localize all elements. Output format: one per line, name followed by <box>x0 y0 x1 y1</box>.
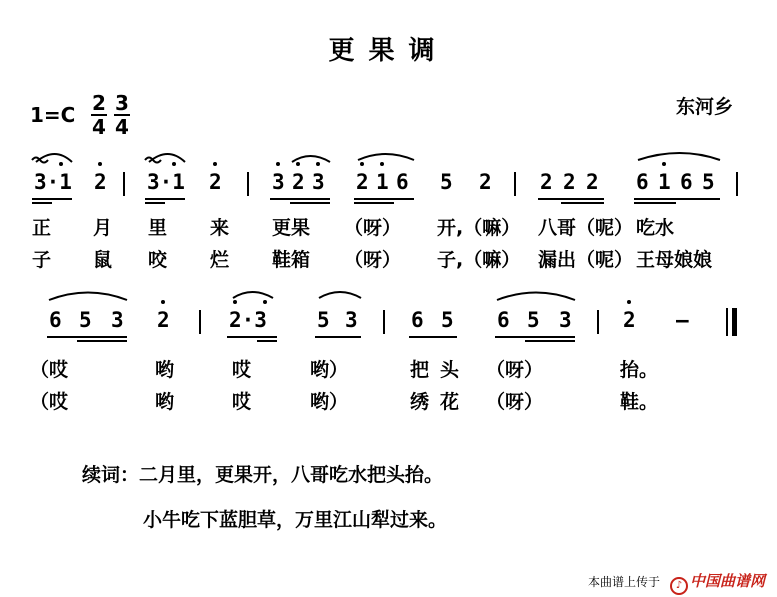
slur <box>638 153 720 160</box>
note: 2 <box>623 308 636 332</box>
lyric-syllable: 哟） <box>310 359 349 381</box>
lyric-syllable: 咬 <box>148 249 168 271</box>
note: 5 <box>440 170 453 194</box>
lyric-syllable: 月 <box>93 217 113 239</box>
note: 6 <box>49 308 62 332</box>
lyric-syllable: 鞋。 <box>620 391 659 413</box>
octave-dot-above <box>380 162 384 166</box>
meter-top: 3 <box>115 91 129 115</box>
note: 2 <box>209 170 222 194</box>
lyric-syllable: 哎 <box>232 359 252 381</box>
lyric-syllable: 里 <box>148 217 168 239</box>
lyric-syllable: 把 <box>410 359 430 381</box>
lyric-syllable: 哟 <box>155 391 175 413</box>
continuation-line1: 二月里，更果开，八哥吃水把头抬。 <box>139 464 444 486</box>
site-name: 中国曲谱网 <box>690 572 766 590</box>
octave-dot-above <box>627 300 631 304</box>
meter-bottom: 4 <box>92 115 106 139</box>
note: 2 <box>563 170 576 194</box>
octave-dot-above <box>98 162 102 166</box>
lyric-syllable: （呀） <box>486 359 544 381</box>
logo-icon: ♪ <box>670 577 688 595</box>
octave-dot-above <box>296 162 300 166</box>
slur <box>233 292 273 298</box>
note: 3 <box>345 308 358 332</box>
note: 3 <box>559 308 572 332</box>
continuation-verse-2: 小牛吃下蓝胆草，万里江山犁过来。 <box>143 509 448 531</box>
lyric-syllable: 烂 <box>210 249 230 271</box>
note: 3 <box>111 308 124 332</box>
note: 1 <box>376 170 389 194</box>
note: 5 <box>527 308 540 332</box>
note: 2 <box>356 170 369 194</box>
lyric-syllable: 漏出（呢） <box>538 249 634 271</box>
slur <box>497 293 575 301</box>
lyric-syllable: 哟） <box>310 391 349 413</box>
octave-dot-above <box>263 300 267 304</box>
lyric-syllable: 吃水 <box>636 217 675 239</box>
slur <box>49 293 127 301</box>
lyric-syllable: 抬。 <box>620 359 659 381</box>
octave-dot-above <box>161 300 165 304</box>
note: 3 <box>272 170 285 194</box>
octave-dot-above <box>316 162 320 166</box>
lyric-syllable: （呀） <box>344 217 402 239</box>
note: 3·1 <box>34 170 72 194</box>
note: 2 <box>94 170 107 194</box>
octave-dot-above <box>360 162 364 166</box>
note: 5 <box>702 170 715 194</box>
lyric-syllable: 正 <box>32 217 52 239</box>
lyric-syllable: （呀） <box>486 391 544 413</box>
octave-dot-above <box>213 162 217 166</box>
note: 3 <box>312 170 325 194</box>
note: 2 <box>540 170 553 194</box>
final-bar-thick <box>732 308 737 336</box>
lyric-syllable: 开,（嘛） <box>437 217 521 239</box>
lyric-syllable: 花 <box>440 391 460 413</box>
lyric-syllable: 鞋箱 <box>272 249 311 271</box>
octave-dot-above <box>662 162 666 166</box>
lyric-syllable: （呀） <box>344 249 402 271</box>
note: 6 <box>396 170 409 194</box>
site-logo[interactable] <box>670 570 765 595</box>
octave-dot-above <box>276 162 280 166</box>
note: 6 <box>636 170 649 194</box>
lyric-syllable: 哟 <box>155 359 175 381</box>
octave-dot-above <box>59 162 63 166</box>
lyric-syllable: 绣 <box>410 391 430 413</box>
note: 5 <box>317 308 330 332</box>
note: 6 <box>497 308 510 332</box>
note: 2 <box>292 170 305 194</box>
note: 5 <box>79 308 92 332</box>
note: 6 <box>411 308 424 332</box>
note: 1 <box>658 170 671 194</box>
continuation-verse-1 <box>82 460 443 487</box>
lyric-syllable: （哎 <box>30 359 69 381</box>
slur <box>358 154 414 160</box>
lyric-syllable: 子,（嘛） <box>437 249 521 271</box>
note: — <box>676 308 689 332</box>
lyric-syllable: （哎 <box>30 391 69 413</box>
octave-dot-above <box>172 162 176 166</box>
key-signature: 1=C <box>30 103 76 127</box>
lyric-syllable: 子 <box>32 249 52 271</box>
lyric-syllable: 更果 <box>272 217 311 239</box>
note: 2 <box>479 170 492 194</box>
note: 2·3 <box>229 308 267 332</box>
note: 2 <box>157 308 170 332</box>
lyric-syllable: 王母娘娘 <box>636 249 713 271</box>
note: 6 <box>680 170 693 194</box>
slur <box>292 156 330 162</box>
note: 5 <box>441 308 454 332</box>
octave-dot-above <box>233 300 237 304</box>
lyric-syllable: 来 <box>210 217 230 239</box>
note: 3·1 <box>147 170 185 194</box>
meter-top: 2 <box>92 91 106 115</box>
lyric-syllable: 鼠 <box>93 249 113 271</box>
note: 2 <box>586 170 599 194</box>
continuation-label: 续词： <box>82 464 140 486</box>
lyric-syllable: 头 <box>440 359 460 381</box>
upload-credit: 本曲谱上传于 <box>588 575 661 589</box>
meter-bottom: 4 <box>115 115 129 139</box>
lyric-syllable: 哎 <box>232 391 252 413</box>
slur <box>319 292 361 298</box>
page-title: 更果调 <box>328 36 449 66</box>
song-source: 东河乡 <box>676 96 734 118</box>
lyric-syllable: 八哥（呢） <box>538 217 634 239</box>
